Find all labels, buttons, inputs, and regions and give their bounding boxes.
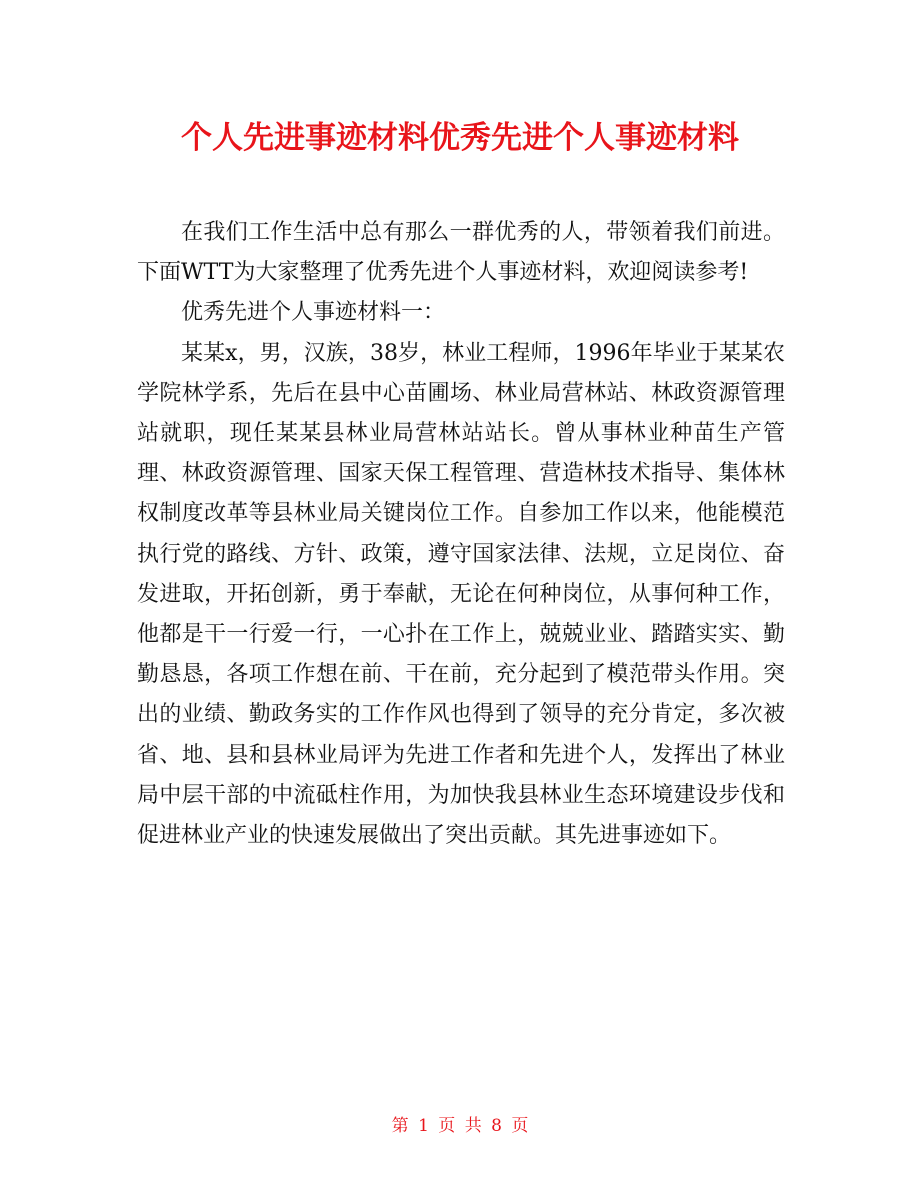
page-number-footer: 第 1 页 共 8 页 [391, 1116, 529, 1136]
paragraph-main: 某某x，男，汉族，38岁，林业工程师，1996年毕业于某某农学院林学系，先后在县中心苗圃场、林业局营林站、林政资源管理站就职，现任某某县林业局营林站站长。曾从事林业种苗生产管理、林政资源管理、国家天保工程管理、营造林技术指导、集体林权制度改革等县林业局关键岗位工作。自参加工作以来，他能模范执行党的路线、方针、政策，遵守国家法律、法规，立足岗位、奋发进取，开拓创新，勇于奉献，无论在何种岗位，从事何种工作，他都是干一行爱一行，一心扑在工作上，兢兢业业、踏踏实实、勤勤恳恳，各项工作想在前、干在前，充分起到了模范带头作用。突出的业绩、勤政务实的工作作风也得到了领导的充分肯定，多次被省、地、县和县林业局评为先进工作者和先进个人，发挥出了林业局中层干部的中流砥柱作用，为加快我县林业生态环境建设步伐和促进林业产业的快速发展做出了突出贡献。其先进事迹如下。 [137, 340, 785, 849]
paragraph-section-heading: 优秀先进个人事迹材料一： [181, 300, 446, 326]
document-body [137, 213, 785, 856]
document-title: 个人先进事迹材料优秀先进个人事迹材料 [181, 120, 739, 156]
paragraph-intro: 在我们工作生活中总有那么一群优秀的人，带领着我们前进。下面WTT为大家整理了优秀先进个人事迹材料，欢迎阅读参考! [137, 220, 785, 286]
